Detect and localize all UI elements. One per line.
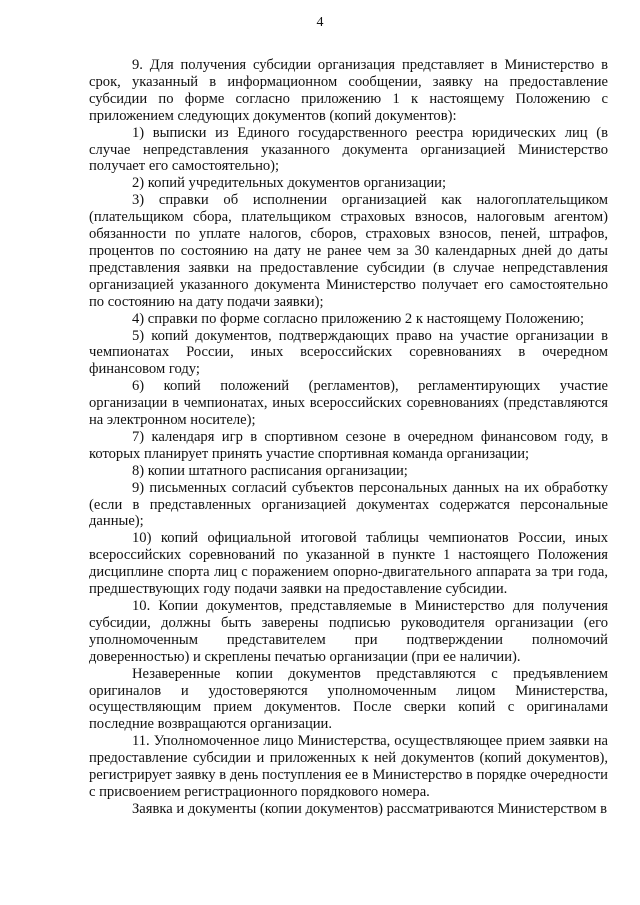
paragraph: 6) копий положений (регламентов), регламентирующих участие организации в чемпионатах, иных всероссийских соревнованиях (представляются на электронном носителе); [89, 378, 608, 429]
paragraph: 4) справки по форме согласно приложению 2 к настоящему Положению; [132, 310, 584, 327]
document-body [89, 57, 608, 818]
paragraph: 7) календаря игр в спортивном сезоне в очередном финансовом году, в которых планирует принять участие спортивная команда организации; [89, 428, 608, 462]
paragraph: 3) справки об исполнении организацией как налогоплательщиком (плательщиком сбора, плательщиком страховых взносов, налоговым агентом) обязанности по уплате налогов, сборов, страховых взносов, пеней, штрафов, процентов по состоянию на дату не ранее чем за 30 календарных дней до даты представления заявки на предоставление субсидии (в случае непредставления организацией указанного документа Министерство получает его самостоятельно по состоянию на дату подачи заявки); [89, 192, 608, 310]
paragraph: 11. Уполномоченное лицо Министерства, осуществляющее прием заявки на предоставление субсидии и приложенных к ней документов (копий документов), регистрирует заявку в день поступления ее в Министерство в порядке очередности с присвоением регистрационного порядкового номера. [89, 733, 608, 800]
paragraph: 9. Для получения субсидии организация представляет в Министерство в срок, указанный в информационном сообщении, заявку на предоставление субсидии по форме согласно приложению 1 к настоящему Положению с приложением следующих документов (копий документов): [89, 57, 608, 124]
paragraph: Незаверенные копии документов представляются с предъявлением оригиналов и удостоверяются уполномоченным лицом Министерства, осуществляющим прием документов. После сверки копий с оригиналами последние возвращаются организации. [89, 665, 608, 733]
paragraph: 10) копий официальной итоговой таблицы чемпионатов России, иных всероссийских соревнований по указанной в пункте 1 настоящего Положения дисциплине спорта лиц с поражением опорно-двигательного аппарата за три года, предшествующих году подачи заявки на предоставление субсидии. [89, 530, 608, 598]
paragraph: 9) письменных согласий субъектов персональных данных на их обработку (если в представленных организацией документах содержатся персональные данные); [89, 479, 608, 530]
paragraph: 5) копий документов, подтверждающих право на участие организации в чемпионатах России, иных всероссийских соревнованиях в очередном финансовом году; [89, 327, 608, 378]
paragraph: 2) копий учредительных документов организации; [132, 175, 446, 192]
paragraph: 10. Копии документов, представляемые в Министерство для получения субсидии, должны быть заверены подписью руководителя организации (его уполномоченным представителем при подтверждении полномочий доверенностью) и скреплены печатью организации (при ее наличии). [89, 598, 608, 665]
paragraph: Заявка и документы (копии документов) рассматриваются Министерством в [132, 800, 607, 817]
paragraph: 8) копии штатного расписания организации; [132, 462, 408, 479]
page-number: 4 [316, 15, 324, 30]
paragraph: 1) выписки из Единого государственного реестра юридических лиц (в случае непредставления указанного документа организацией Министерство получает его самостоятельно); [89, 124, 608, 175]
